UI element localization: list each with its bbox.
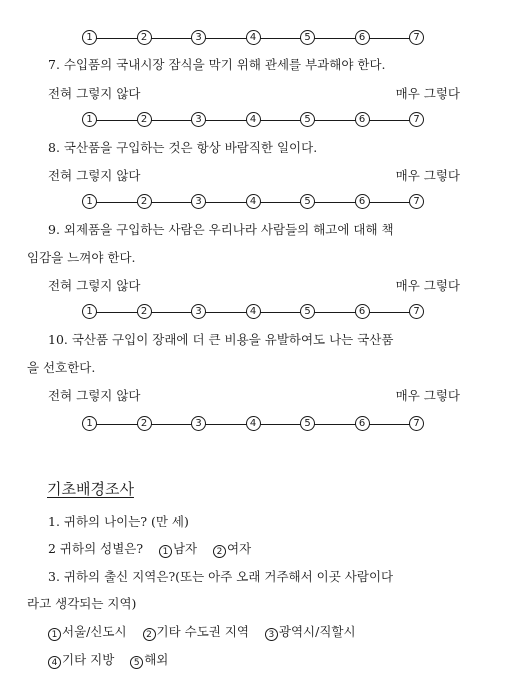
scale-point-2[interactable]: 2 — [137, 416, 152, 431]
scale-point-3[interactable]: 3 — [191, 30, 206, 45]
anchor-high-q10: 매우 그렇다 — [395, 388, 460, 403]
gender-option-male[interactable]: 1 남자 — [159, 541, 197, 556]
question-10-line2: 을 선호한다. — [27, 360, 96, 375]
scale-point-5[interactable]: 5 — [300, 304, 315, 319]
background-question-3-line2: 라고 생각되는 지역) — [27, 596, 137, 611]
scale-point-5[interactable]: 5 — [300, 416, 315, 431]
gender-option-female[interactable]: 2 여자 — [213, 541, 251, 556]
scale-point-1[interactable]: 1 — [82, 304, 97, 319]
scale-point-5[interactable]: 5 — [300, 30, 315, 45]
likert-scale-q10[interactable] — [82, 416, 424, 432]
region-options-row1 — [48, 622, 356, 641]
option-number-icon: 1 — [159, 545, 172, 558]
region-option-metro-city[interactable]: 3 광역시/직할시 — [265, 624, 356, 639]
scale-point-3[interactable]: 3 — [191, 112, 206, 127]
scale-point-2[interactable]: 2 — [137, 112, 152, 127]
scale-point-4[interactable]: 4 — [246, 416, 261, 431]
anchor-low-q9: 전혀 그렇지 않다 — [48, 278, 141, 293]
scale-point-5[interactable]: 5 — [300, 112, 315, 127]
scale-point-6[interactable]: 6 — [355, 30, 370, 45]
region-option-capital-area[interactable]: 2 기타 수도권 지역 — [143, 624, 249, 639]
region-option-other-province[interactable]: 4 기타 지방 — [48, 652, 114, 667]
scale-point-2[interactable]: 2 — [137, 30, 152, 45]
scale-point-6[interactable]: 6 — [355, 194, 370, 209]
scale-point-1[interactable]: 1 — [82, 194, 97, 209]
scale-point-3[interactable]: 3 — [191, 304, 206, 319]
scale-point-3[interactable]: 3 — [191, 194, 206, 209]
anchor-high-q9: 매우 그렇다 — [395, 278, 460, 293]
option-number-icon: 1 — [48, 628, 61, 641]
likert-scale-q9[interactable] — [82, 304, 424, 320]
question-9-line1: 9. 외제품을 구입하는 사람은 우리나라 사람들의 해고에 대해 책 — [48, 222, 394, 237]
background-question-1: 1. 귀하의 나이는? (만 세) — [48, 514, 189, 529]
likert-scale-q7[interactable] — [82, 112, 424, 128]
scale-point-3[interactable]: 3 — [191, 416, 206, 431]
scale-point-6[interactable]: 6 — [355, 416, 370, 431]
scale-point-1[interactable]: 1 — [82, 416, 97, 431]
scale-point-4[interactable]: 4 — [246, 112, 261, 127]
question-9-line2: 임감을 느껴야 한다. — [27, 250, 136, 265]
background-question-2 — [48, 539, 251, 558]
scale-point-7[interactable]: 7 — [409, 30, 424, 45]
anchor-low-q10: 전혀 그렇지 않다 — [48, 388, 141, 403]
option-number-icon: 2 — [143, 628, 156, 641]
question-10-line1: 10. 국산품 구입이 장래에 더 큰 비용을 유발하여도 나는 국산품 — [48, 332, 394, 347]
question-8: 8. 국산품을 구입하는 것은 항상 바람직한 일이다. — [48, 140, 318, 155]
region-option-overseas[interactable]: 5 해외 — [130, 652, 168, 667]
anchor-high-q8: 매우 그렇다 — [395, 168, 460, 183]
option-number-icon: 4 — [48, 656, 61, 669]
scale-point-7[interactable]: 7 — [409, 416, 424, 431]
scale-point-1[interactable]: 1 — [82, 112, 97, 127]
likert-scale-q8[interactable] — [82, 194, 424, 210]
scale-point-5[interactable]: 5 — [300, 194, 315, 209]
scale-point-2[interactable]: 2 — [137, 194, 152, 209]
scale-point-7[interactable]: 7 — [409, 112, 424, 127]
anchor-low-q8: 전혀 그렇지 않다 — [48, 168, 141, 183]
option-number-icon: 5 — [130, 656, 143, 669]
scale-point-7[interactable]: 7 — [409, 304, 424, 319]
question-2-text: 2 귀하의 성별은? — [48, 541, 144, 556]
question-7: 7. 수입품의 국내시장 잠식을 막기 위해 관세를 부과해야 한다. — [48, 57, 386, 72]
anchor-high-q7: 매우 그렇다 — [395, 86, 460, 101]
scale-point-1[interactable]: 1 — [82, 30, 97, 45]
scale-point-4[interactable]: 4 — [246, 304, 261, 319]
scale-point-6[interactable]: 6 — [355, 112, 370, 127]
section-title: 기초배경조사 — [47, 480, 134, 498]
option-number-icon: 2 — [213, 545, 226, 558]
scale-point-4[interactable]: 4 — [246, 194, 261, 209]
scale-point-2[interactable]: 2 — [137, 304, 152, 319]
scale-point-7[interactable]: 7 — [409, 194, 424, 209]
likert-scale-q6[interactable] — [82, 30, 424, 46]
option-number-icon: 3 — [265, 628, 278, 641]
background-question-3-line1: 3. 귀하의 출신 지역은?(또는 아주 오래 거주해서 이곳 사람이다 — [48, 569, 394, 584]
scale-point-4[interactable]: 4 — [246, 30, 261, 45]
anchor-low-q7: 전혀 그렇지 않다 — [48, 86, 141, 101]
scale-point-6[interactable]: 6 — [355, 304, 370, 319]
region-option-seoul[interactable]: 1 서울/신도시 — [48, 624, 127, 639]
region-options-row2 — [48, 650, 168, 669]
